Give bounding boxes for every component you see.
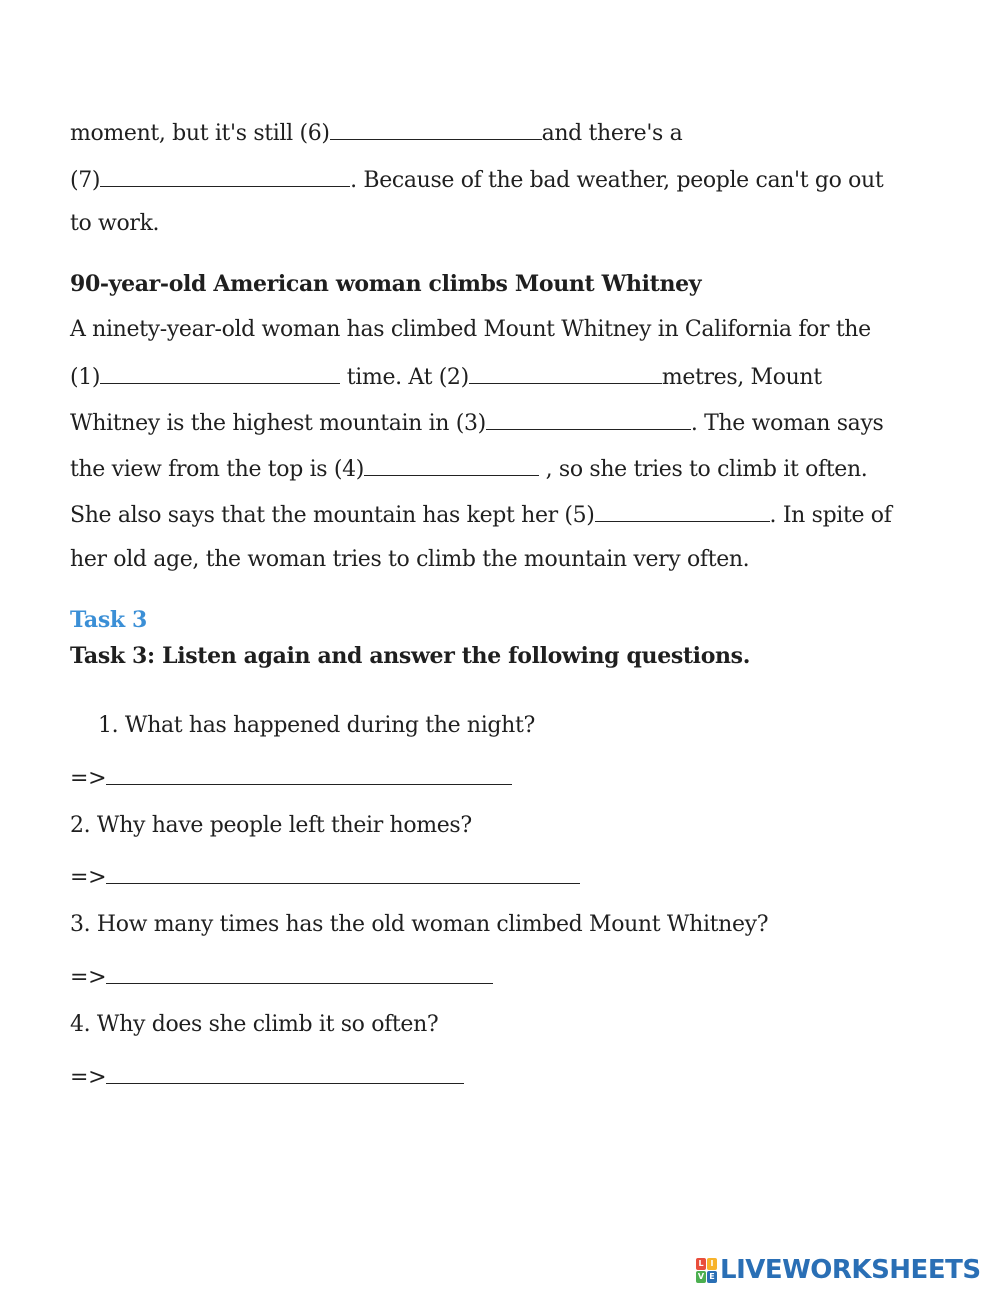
logo-mark-letter: I [707,1258,717,1270]
text-line: (7) . Because of the bad weather, people can't go out [70,164,883,196]
blank-3[interactable] [486,407,691,430]
task3-instruction: Task 3: Listen again and answer the following questions. [70,643,751,669]
logo-mark-letter: V [697,1271,705,1281]
text-line: her old age, the woman tries to climb the mountain very often. [70,547,750,572]
article-heading: 90-year-old American woman climbs Mount Whitney [70,271,702,297]
text-line: She also says that the mountain has kept her (5) . In spite of [70,499,892,531]
text-line: Whitney is the highest mountain in (3) . The woman says [70,407,883,439]
answer-blank-2[interactable] [106,861,580,884]
answer-blank-4[interactable] [106,1061,464,1084]
logo-mark-letter: E [707,1271,717,1283]
logo-mark-letter: L [696,1258,706,1270]
question-4: 4. Why does she climb it so often? [70,1012,439,1037]
answer-line-3: => [70,961,493,993]
answer-line-4: => [70,1061,464,1093]
answer-line-2: => [70,861,580,893]
logo-mark-icon [696,1258,717,1283]
task3-title: Task 3 [70,607,148,633]
logo-text: LIVEWORKSHEETS [720,1255,981,1285]
question-3: 3. How many times has the old woman climbed Mount Whitney? [70,912,769,937]
answer-line-1: => [70,762,512,794]
answer-blank-1[interactable] [106,762,512,785]
blank-5[interactable] [595,499,770,522]
answer-blank-3[interactable] [106,961,493,984]
blank-7[interactable] [100,164,350,187]
blank-2[interactable] [469,361,662,384]
blank-4[interactable] [364,453,539,476]
text-line: the view from the top is (4) , so she tries to climb it often. [70,453,867,485]
question-1: 1. What has happened during the night? [98,713,535,738]
text-line: (1) time. At (2) metres, Mount [70,361,822,393]
liveworksheets-logo [696,1255,981,1285]
blank-6[interactable] [330,117,542,140]
blank-1[interactable] [100,361,340,384]
text-line: to work. [70,211,160,236]
text-line: A ninety-year-old woman has climbed Mount Whitney in California for the [70,317,871,342]
text-line: moment, but it's still (6) and there's a [70,117,682,149]
question-2: 2. Why have people left their homes? [70,813,472,838]
